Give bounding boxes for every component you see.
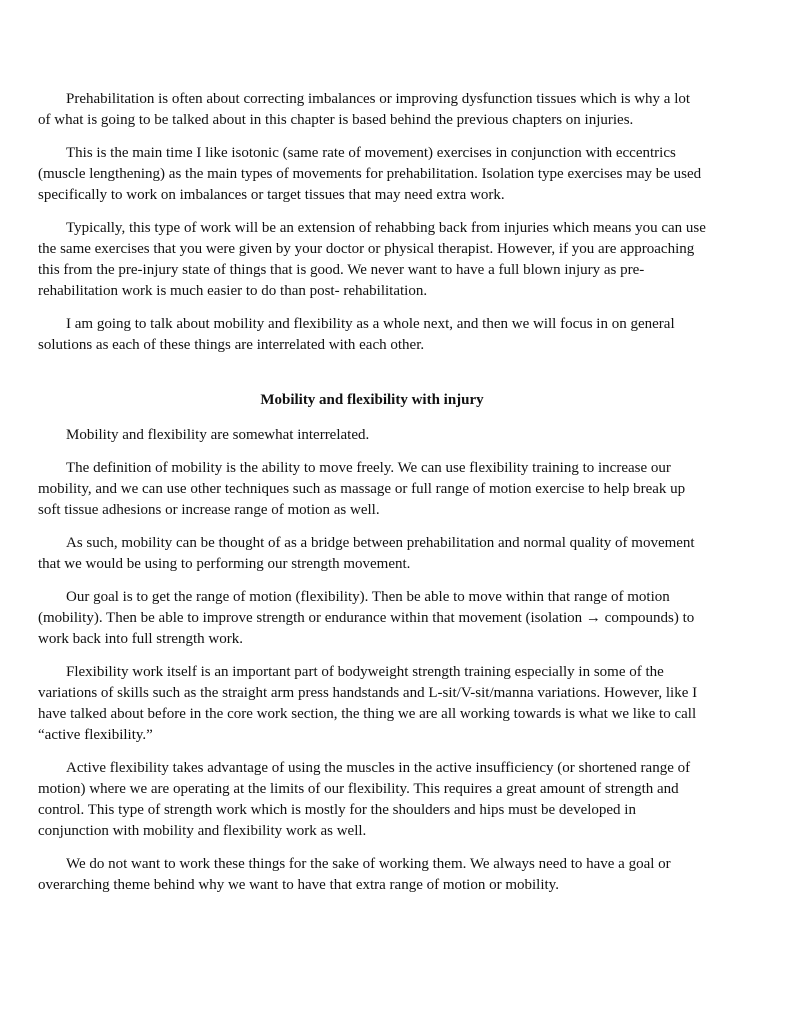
body-paragraph: I am going to talk about mobility and flexibility as a whole next, and then we will focus in on general solutions as each of these things are interrelated with each other. xyxy=(38,316,675,353)
body-paragraph: Mobility and flexibility are somewhat interrelated. xyxy=(66,427,370,443)
body-paragraph: Our goal is to get the range of motion (flexibility). Then be able to move within that range of motion (mobility). Then be able to improve strength or endurance within that movement (isolation → compounds) to work back into full strength work. xyxy=(38,589,695,647)
body-paragraph: The definition of mobility is the ability to move freely. We can use flexibility training to increase our mobility, and we can use other techniques such as massage or full range of motion exercise to help break up soft tissue adhesions or increase range of motion as well. xyxy=(38,460,686,518)
document-page xyxy=(38,89,706,908)
body-paragraph: Typically, this type of work will be an extension of rehabbing back from injuries which means you can use the same exercises that you were given by your doctor or physical therapist. However, if you are approaching this from the pre-injury state of things that is good. We never want to have a full blown injury as pre- rehabilitation work is much easier to do than post- rehabilitation. xyxy=(38,220,706,299)
body-paragraph: Active flexibility takes advantage of using the muscles in the active insufficiency (or shortened range of motion) where we are operating at the limits of our flexibility. This requires a great amount of strength and control. This type of strength work which is mostly for the shoulders and hips must be developed in conjunction with mobility and flexibility work as well. xyxy=(38,760,691,839)
body-paragraph: Prehabilitation is often about correcting imbalances or improving dysfunction tissues which is why a lot of what is going to be talked about in this chapter is based behind the previous chapters on injuries. xyxy=(38,91,691,128)
body-paragraph: We do not want to work these things for the sake of working them. We always need to have a goal or overarching theme behind why we want to have that extra range of motion or mobility. xyxy=(38,856,671,893)
section-heading: Mobility and flexibility with injury xyxy=(260,392,484,408)
body-paragraph: As such, mobility can be thought of as a bridge between prehabilitation and normal quality of movement that we would be using to performing our strength movement. xyxy=(38,535,695,572)
body-paragraph: This is the main time I like isotonic (same rate of movement) exercises in conjunction with eccentrics (muscle lengthening) as the main types of movements for prehabilitation. Isolation type exercises may be used specifically to work on imbalances or target tissues that may need extra work. xyxy=(38,145,702,203)
body-paragraph: Flexibility work itself is an important part of bodyweight strength training especially in some of the variations of skills such as the straight arm press handstands and L-sit/V-sit/manna variations. However, like I have talked about before in the core work section, the thing we are all working towards is what we like to call “active flexibility.” xyxy=(38,664,698,743)
